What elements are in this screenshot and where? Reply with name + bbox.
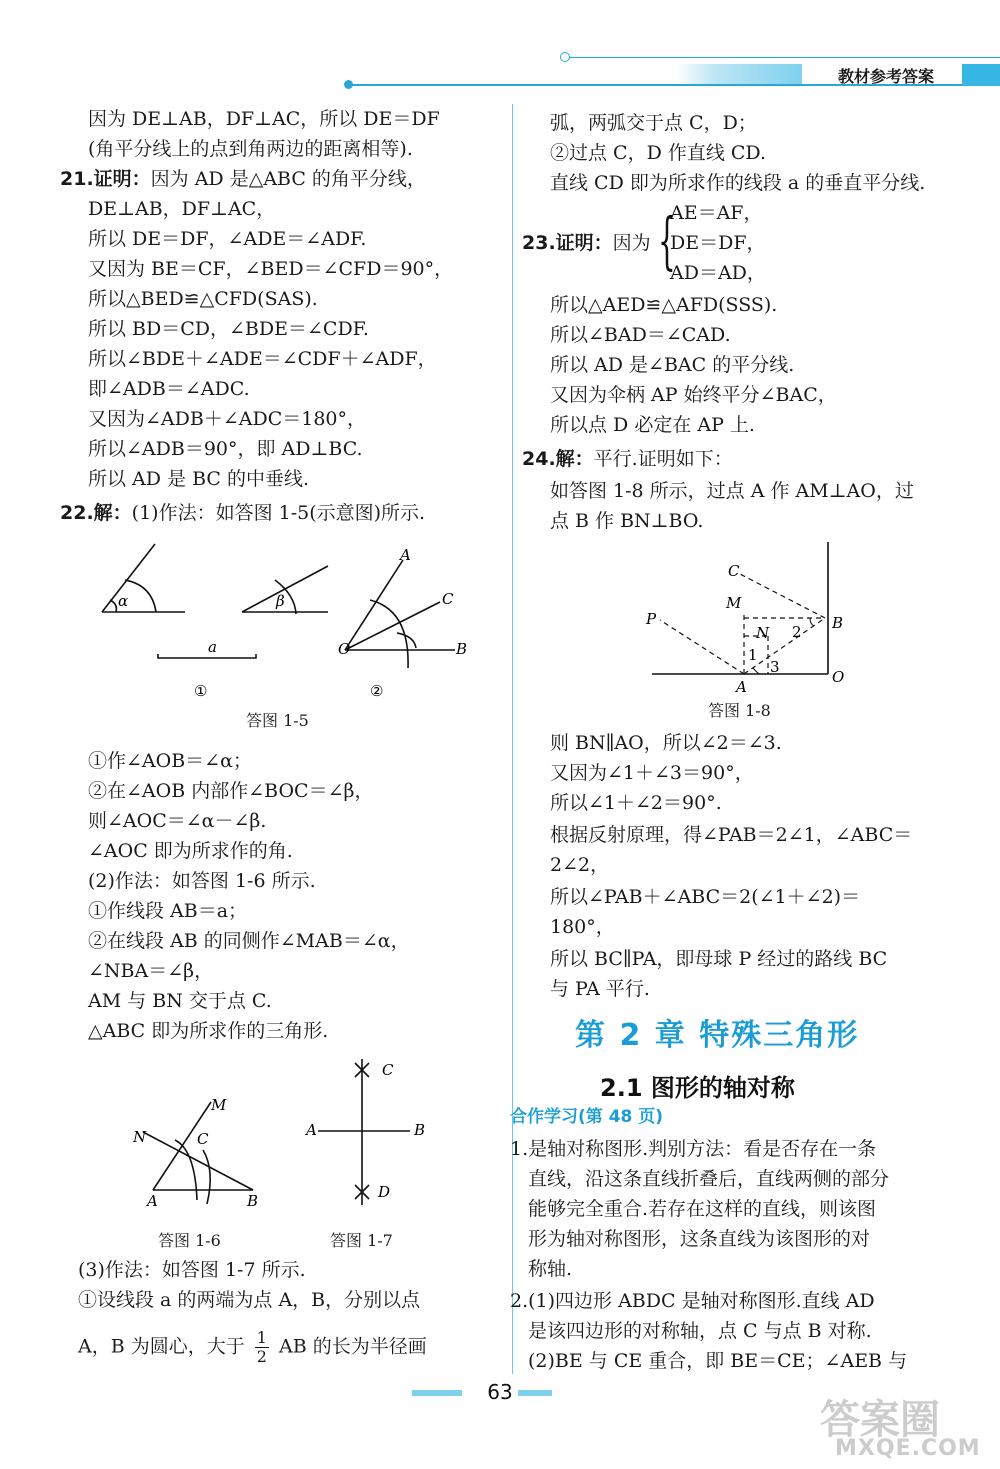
text-line: 所以 AD 是∠BAC 的平分线. xyxy=(550,354,795,376)
fig16-label-N: N xyxy=(133,1128,147,1146)
figure-1-6 xyxy=(125,1090,275,1215)
text-line: 所以 DE＝DF，∠ADE＝∠ADF. xyxy=(88,228,367,250)
fig15-sub-2: ② xyxy=(370,682,384,700)
text-line: 所以点 D 必定在 AP 上. xyxy=(550,414,755,436)
question-label: 22.解： xyxy=(60,502,132,524)
text-line: 因为 DE⊥AB，DF⊥AC，所以 DE＝DF xyxy=(88,108,440,130)
fig16-arc-2 xyxy=(203,1150,210,1204)
fig16-label-M: M xyxy=(211,1096,227,1114)
text-line: 所以∠BDE＋∠ADE＝∠CDF＋∠ADF， xyxy=(88,348,437,370)
text-line: 又因为伞柄 AP 始终平分∠BAC， xyxy=(550,384,837,406)
header-ring-dot xyxy=(560,52,570,62)
text-line: 是该四边形的对称轴，点 C 与点 B 对称. xyxy=(528,1320,872,1342)
text-line: 所以 BC∥PA，即母球 P 经过的路线 BC xyxy=(550,948,888,970)
fig16-label-A: A xyxy=(147,1192,158,1210)
figure-1-8 xyxy=(640,538,850,698)
text-line: 根据反射原理，得∠PAB＝2∠1，∠ABC＝ xyxy=(550,824,913,846)
text-line: ②在∠AOB 内部作∠BOC＝∠β， xyxy=(88,780,374,802)
fig15-segment-a xyxy=(158,654,256,658)
fig18-label-M: M xyxy=(726,594,742,612)
brace: { xyxy=(658,204,676,277)
page-number: 63 xyxy=(487,1380,513,1404)
text-line: 所以△BED≌△CFD(SAS). xyxy=(88,288,318,310)
text-line: 又因为∠ADB＋∠ADC＝180°， xyxy=(88,408,367,430)
text-line: 所以 AD 是 BC 的中垂线. xyxy=(88,468,310,490)
text-line: ①作∠AOB＝∠α； xyxy=(88,750,252,772)
fraction-numerator: 1 xyxy=(256,1328,267,1347)
fig15-label-O: O xyxy=(338,640,351,658)
fig18-label-C: C xyxy=(728,562,740,580)
text-line: (2)BE 与 CE 重合，即 BE＝CE；∠AEB 与 xyxy=(528,1350,908,1372)
fig18-line-BC xyxy=(740,574,825,618)
text-line-fraction xyxy=(78,1329,427,1366)
fig15-label-a: a xyxy=(208,638,217,656)
text-line: AM 与 BN 交于点 C. xyxy=(88,990,272,1012)
text-line: 与 PA 平行. xyxy=(550,978,650,1000)
text-line: 2∠2， xyxy=(550,854,610,876)
brace-line: AE＝AF， xyxy=(670,202,763,224)
text-line: 180°， xyxy=(550,916,615,938)
text-line: ②在线段 AB 的同侧作∠MAB＝∠α， xyxy=(88,930,410,952)
text-line: 直线，沿这条直线折叠后，直线两侧的部分 xyxy=(528,1168,890,1190)
fig18-label-3: 3 xyxy=(770,658,780,676)
header-dot xyxy=(344,80,353,89)
fig18-label-N: N xyxy=(756,624,770,642)
text-line: 所以∠ADB＝90°，即 AD⊥BC. xyxy=(88,438,363,460)
text-part: AB 的长为半径画 xyxy=(279,1335,427,1358)
section-title: 2.1 图形的轴对称 xyxy=(600,1074,795,1102)
fig18-label-P: P xyxy=(646,610,657,628)
question-23 xyxy=(522,228,651,258)
fig17-label-C: C xyxy=(382,1061,394,1079)
header-rule-thin xyxy=(565,57,1000,58)
text-line: ∠AOC 即为所求作的角. xyxy=(88,840,293,862)
figure-caption: 答图 1-7 xyxy=(330,1231,393,1250)
figure-caption: 答图 1-8 xyxy=(708,701,771,720)
text-line: ①设线段 a 的两端为点 A，B，分别以点 xyxy=(78,1289,421,1311)
text-line: 则 BN∥AO，所以∠2＝∠3. xyxy=(550,732,782,754)
fig15-label-beta: β xyxy=(276,592,285,610)
text-line: 则∠AOC＝∠α－∠β. xyxy=(88,810,267,832)
fig16-label-C: C xyxy=(197,1130,209,1148)
fig18-arc-2 xyxy=(810,618,814,626)
header-end-block xyxy=(962,64,1000,86)
fig18-arc-3 xyxy=(753,668,760,674)
watermark-site: MXQE.COM xyxy=(835,1436,981,1461)
text-line: 所以∠BAD＝∠CAD. xyxy=(550,324,731,346)
question-label: 24.解： xyxy=(522,448,594,470)
fig15-arc xyxy=(125,580,156,612)
page-number-decoration-left xyxy=(412,1390,462,1396)
fig18-line-PA xyxy=(660,620,744,674)
question-text: (1)作法：如答图 1-5(示意图)所示. xyxy=(131,502,426,524)
cooperative-learning-heading: 合作学习(第 48 页) xyxy=(510,1107,664,1127)
brace-line: DE＝DF， xyxy=(670,232,766,254)
text-line: 所以∠PAB＋∠ABC＝2(∠1＋∠2)＝ xyxy=(550,886,861,908)
text-line: (角平分线上的点到角两边的距离相等). xyxy=(88,138,413,160)
question-label: 21.证明： xyxy=(60,168,151,190)
fig17-label-A: A xyxy=(306,1121,317,1139)
text-line: ∠NBA＝∠β， xyxy=(88,960,214,982)
text-line: 能够完全重合.若存在这样的直线，则该图 xyxy=(528,1198,877,1220)
text-line: 如答图 1-8 所示，过点 A 作 AM⊥AO，过 xyxy=(550,480,914,502)
text-line: 又因为∠1＋∠3＝90°， xyxy=(550,762,754,784)
text-line: 弧，两弧交于点 C，D； xyxy=(550,112,757,134)
fig15-ray-OC xyxy=(345,602,440,650)
text-line: ②过点 C，D 作直线 CD. xyxy=(550,142,767,164)
figure-caption: 答图 1-6 xyxy=(158,1231,221,1250)
text-line: (3)作法：如答图 1-7 所示. xyxy=(78,1259,306,1281)
fig18-label-A: A xyxy=(736,678,747,696)
text-line: ①作线段 AB＝a； xyxy=(88,900,248,922)
fig15-ray-OA xyxy=(345,560,403,650)
fig18-label-1: 1 xyxy=(748,646,758,664)
question-22 xyxy=(60,498,425,528)
fig17-label-B: B xyxy=(414,1121,426,1139)
question-text: 因为 AD 是△ABC 的角平分线， xyxy=(150,168,426,190)
header-gradient-band xyxy=(676,64,802,84)
text-line: 称轴. xyxy=(528,1258,573,1280)
fig16-arc-1 xyxy=(175,1140,197,1200)
chapter-title: 第 2 章 特殊三角形 xyxy=(575,1018,860,1053)
text-line: △ABC 即为所求作的三角形. xyxy=(88,1020,329,1042)
fig18-label-B: B xyxy=(832,614,844,632)
fraction xyxy=(255,1329,269,1366)
question-text: 因为 xyxy=(612,232,651,254)
text-line: 直线 CD 即为所求作的线段 a 的垂直平分线. xyxy=(550,172,926,194)
text-part: A，B 为圆心，大于 xyxy=(78,1335,245,1358)
text-line: (2)作法：如答图 1-6 所示. xyxy=(88,870,316,892)
brace-line: AD＝AD， xyxy=(670,262,766,284)
fig15-ray xyxy=(102,544,155,612)
fig15-label-A: A xyxy=(400,546,411,564)
text-line: 1.是轴对称图形.判别方法：看是否存在一条 xyxy=(510,1138,877,1160)
column-divider xyxy=(512,104,513,1374)
text-line: DE⊥AB，DF⊥AC， xyxy=(88,198,276,220)
fig18-label-O: O xyxy=(832,668,845,686)
text-line: 所以∠1＋∠2＝90°. xyxy=(550,792,722,814)
page-number-decoration-right xyxy=(518,1390,552,1396)
figure-1-7 xyxy=(300,1055,440,1215)
fraction-denominator: 2 xyxy=(256,1347,267,1366)
fig16-label-B: B xyxy=(247,1192,259,1210)
header-tag: 教材参考答案 xyxy=(837,67,934,86)
text-line: 形为轴对称图形，这条直线为该图形的对 xyxy=(528,1228,871,1250)
question-label: 23.证明： xyxy=(522,232,613,254)
fig15-label-alpha: α xyxy=(118,592,129,610)
question-21 xyxy=(60,164,426,194)
fig17-label-D: D xyxy=(378,1183,391,1201)
question-text: 平行.证明如下： xyxy=(593,448,733,470)
text-line: 所以 BD＝CD，∠BDE＝∠CDF. xyxy=(88,318,369,340)
fig15-sub-1: ① xyxy=(194,682,208,700)
text-line: 又因为 BE＝CF，∠BED＝∠CFD＝90°， xyxy=(88,258,454,280)
fig18-label-2: 2 xyxy=(792,623,802,641)
text-line: 即∠ADB＝∠ADC. xyxy=(88,378,250,400)
fig15-label-C: C xyxy=(442,590,454,608)
watermark-logo: 答案圈 xyxy=(820,1397,940,1443)
question-24 xyxy=(522,444,733,474)
text-line: 点 B 作 BN⊥BO. xyxy=(550,510,704,532)
text-line: 2.(1)四边形 ABDC 是轴对称图形.直线 AD xyxy=(510,1290,875,1312)
fig15-label-B: B xyxy=(456,640,468,658)
text-line: 所以△AED≌△AFD(SSS). xyxy=(550,294,778,316)
figure-caption: 答图 1-5 xyxy=(246,711,309,730)
